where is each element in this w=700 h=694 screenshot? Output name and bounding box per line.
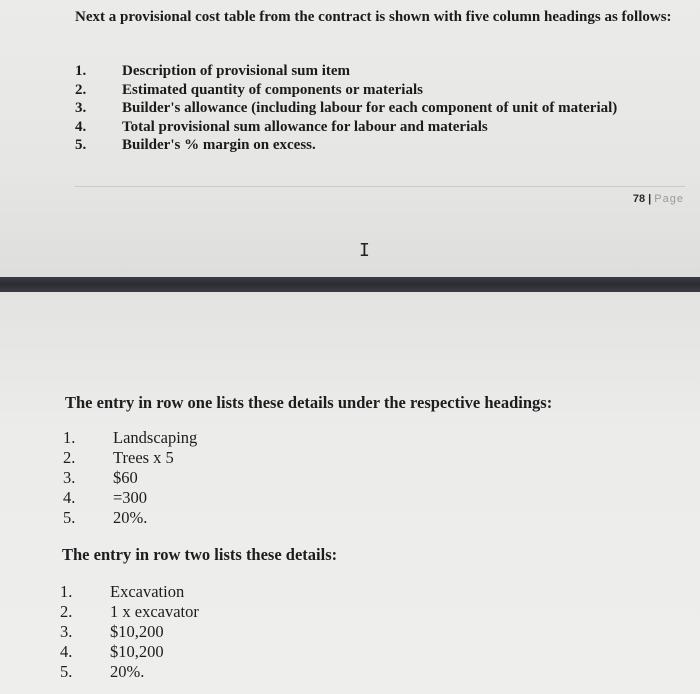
list-item [60, 662, 199, 682]
list-text: $10,200 [110, 622, 164, 641]
list-number: 5. [75, 137, 87, 153]
list-number: 5. [63, 508, 76, 527]
page-number-value: 78 [632, 193, 646, 205]
list-item [75, 62, 617, 81]
list-item [60, 582, 199, 602]
row-two-list [60, 582, 199, 682]
column-headings-list [75, 62, 617, 155]
list-item [63, 508, 197, 528]
list-number: 2. [63, 448, 76, 467]
list-item [60, 642, 199, 662]
list-number: 4. [75, 118, 87, 135]
list-item [60, 602, 199, 622]
list-number: 1. [75, 63, 87, 79]
page-separator [0, 277, 700, 292]
list-text: $60 [113, 468, 138, 487]
list-text: 20%. [110, 662, 145, 681]
text-cursor-icon: I [359, 240, 370, 261]
list-item [75, 99, 617, 118]
list-text: =300 [113, 488, 148, 507]
page-word: Page [654, 193, 684, 205]
list-number: 1. [60, 582, 73, 601]
list-item [75, 136, 617, 155]
list-number: 2. [60, 602, 73, 621]
footer-divider [75, 186, 685, 187]
list-text: 20%. [113, 508, 148, 527]
list-number: 3. [60, 622, 73, 641]
list-item [75, 81, 617, 100]
list-item [63, 428, 197, 448]
row-one-heading: The entry in row one lists these details under the respective headings: [65, 393, 553, 412]
list-number: 4. [60, 642, 73, 661]
list-text: Description of provisional sum item [122, 63, 351, 79]
page-number [633, 193, 684, 205]
list-text: $10,200 [110, 642, 164, 661]
list-number: 4. [63, 488, 76, 507]
list-item [63, 468, 197, 488]
list-text: Trees x 5 [113, 448, 174, 467]
intro-paragraph: Next a provisional cost table from the contract is shown with five column headings as follows: [75, 9, 672, 25]
list-text: Landscaping [113, 428, 198, 447]
list-number: 2. [75, 81, 87, 98]
row-two-heading: The entry in row two lists these details: [62, 545, 338, 564]
list-number: 1. [63, 428, 76, 447]
list-text: Estimated quantity of components or materials [122, 81, 423, 98]
page-number-separator: | [645, 193, 655, 205]
list-text: Builder's allowance (including labour for each component of unit of material) [122, 100, 618, 116]
list-text: 1 x excavator [110, 602, 199, 621]
list-number: 3. [75, 100, 87, 116]
list-item [75, 118, 617, 137]
list-text: Builder's % margin on excess. [122, 137, 316, 153]
list-item [60, 622, 199, 642]
list-number: 5. [60, 662, 73, 681]
row-one-list [63, 428, 197, 528]
list-number: 3. [63, 468, 76, 487]
list-text: Total provisional sum allowance for labour and materials [122, 118, 488, 135]
list-item [63, 488, 197, 508]
top-page [0, 0, 700, 277]
list-item [63, 448, 197, 468]
list-text: Excavation [110, 582, 185, 601]
